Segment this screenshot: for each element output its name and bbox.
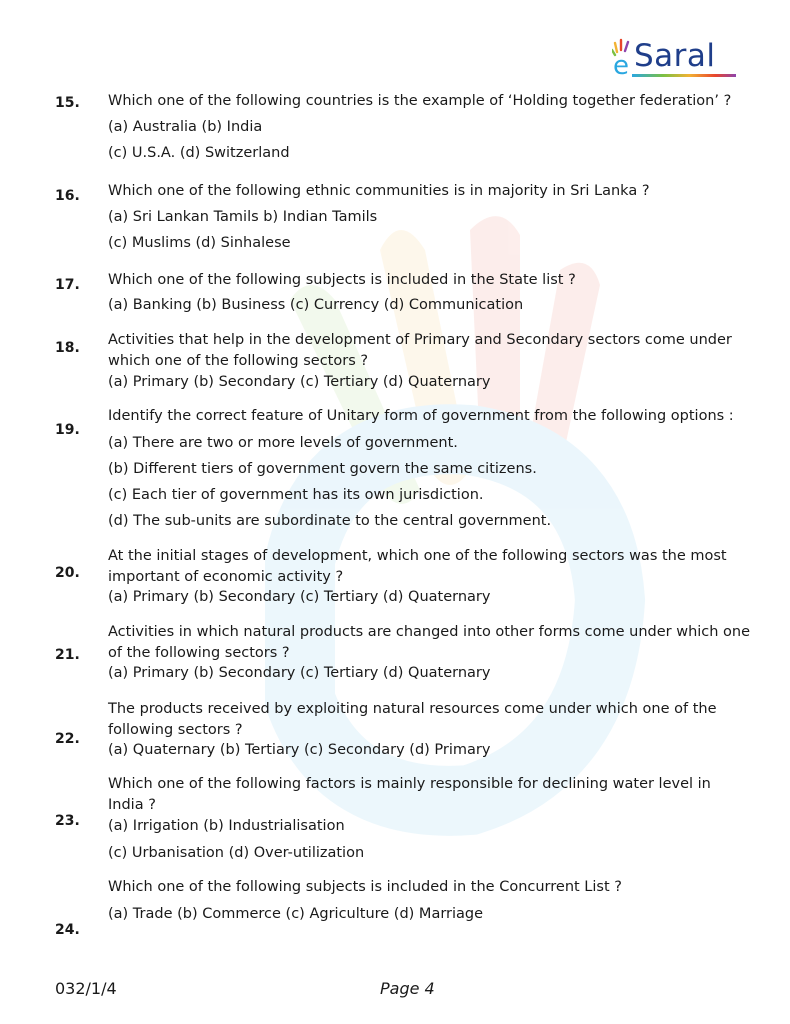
question-text: India ? <box>108 797 156 813</box>
question-text: Which one of the following countries is the example of ‘Holding together federation’ ? <box>108 93 732 109</box>
question-option: (a) Australia (b) India <box>108 119 263 135</box>
question-number: 19. <box>55 422 80 438</box>
question-option: (a) Sri Lankan Tamils b) Indian Tamils <box>108 209 378 225</box>
question-option: (a) Primary (b) Secondary (c) Tertiary (d) Quaternary <box>108 374 491 390</box>
question-option: (c) Muslims (d) Sinhalese <box>108 235 291 251</box>
question-option: (d) The sub-units are subordinate to the central government. <box>108 513 552 529</box>
question-option: (a) Primary (b) Secondary (c) Tertiary (d) Quaternary <box>108 665 491 681</box>
question-text: Which one of the following subjects is included in the State list ? <box>108 272 576 288</box>
question-number: 24. <box>55 922 80 938</box>
question-number: 15. <box>55 95 80 111</box>
question-text: Which one of the following ethnic communities is in majority in Sri Lanka ? <box>108 183 650 199</box>
question-option: (a) Trade (b) Commerce (c) Agriculture (d) Marriage <box>108 906 484 922</box>
logo-text: Saral <box>634 38 716 74</box>
question-option: (a) There are two or more levels of government. <box>108 435 458 451</box>
question-option: (a) Quaternary (b) Tertiary (c) Secondary (d) Primary <box>108 742 491 758</box>
question-text: following sectors ? <box>108 722 243 738</box>
question-number: 17. <box>55 277 80 293</box>
question-text: Which one of the following factors is mainly responsible for declining water level in <box>108 776 711 792</box>
question-text: which one of the following sectors ? <box>108 353 369 369</box>
question-number: 20. <box>55 565 80 581</box>
question-text: Activities that help in the development of Primary and Secondary sectors come under <box>108 332 732 348</box>
page-number: Page 4 <box>380 979 435 998</box>
question-text: Activities in which natural products are changed into other forms come under which one <box>108 624 751 640</box>
question-number: 22. <box>55 731 80 747</box>
question-option: (c) Each tier of government has its own jurisdiction. <box>108 487 484 503</box>
esaral-logo <box>612 38 740 80</box>
question-text: important of economic activity ? <box>108 569 344 585</box>
question-number: 16. <box>55 188 80 204</box>
question-text: The products received by exploiting natural resources come under which one of the <box>108 701 717 717</box>
question-option: (c) Urbanisation (d) Over-utilization <box>108 845 365 861</box>
logo-e-glyph: e <box>613 51 629 78</box>
question-text: Which one of the following subjects is included in the Concurrent List ? <box>108 879 622 895</box>
question-option: (a) Primary (b) Secondary (c) Tertiary (d) Quaternary <box>108 589 491 605</box>
paper-code: 032/1/4 <box>55 979 117 998</box>
question-text: of the following sectors ? <box>108 645 290 661</box>
question-option: (c) U.S.A. (d) Switzerland <box>108 145 290 161</box>
question-text: Identify the correct feature of Unitary form of government from the following options : <box>108 408 734 424</box>
question-option: (a) Banking (b) Business (c) Currency (d) Communication <box>108 297 524 313</box>
esaral-logo-mark-icon <box>612 38 636 78</box>
question-number: 23. <box>55 813 80 829</box>
question-number: 18. <box>55 340 80 356</box>
question-option: (b) Different tiers of government govern the same citizens. <box>108 461 537 477</box>
question-option: (a) Irrigation (b) Industrialisation <box>108 818 345 834</box>
logo-underline <box>632 74 736 77</box>
question-text: At the initial stages of development, which one of the following sectors was the most <box>108 548 727 564</box>
question-number: 21. <box>55 647 80 663</box>
